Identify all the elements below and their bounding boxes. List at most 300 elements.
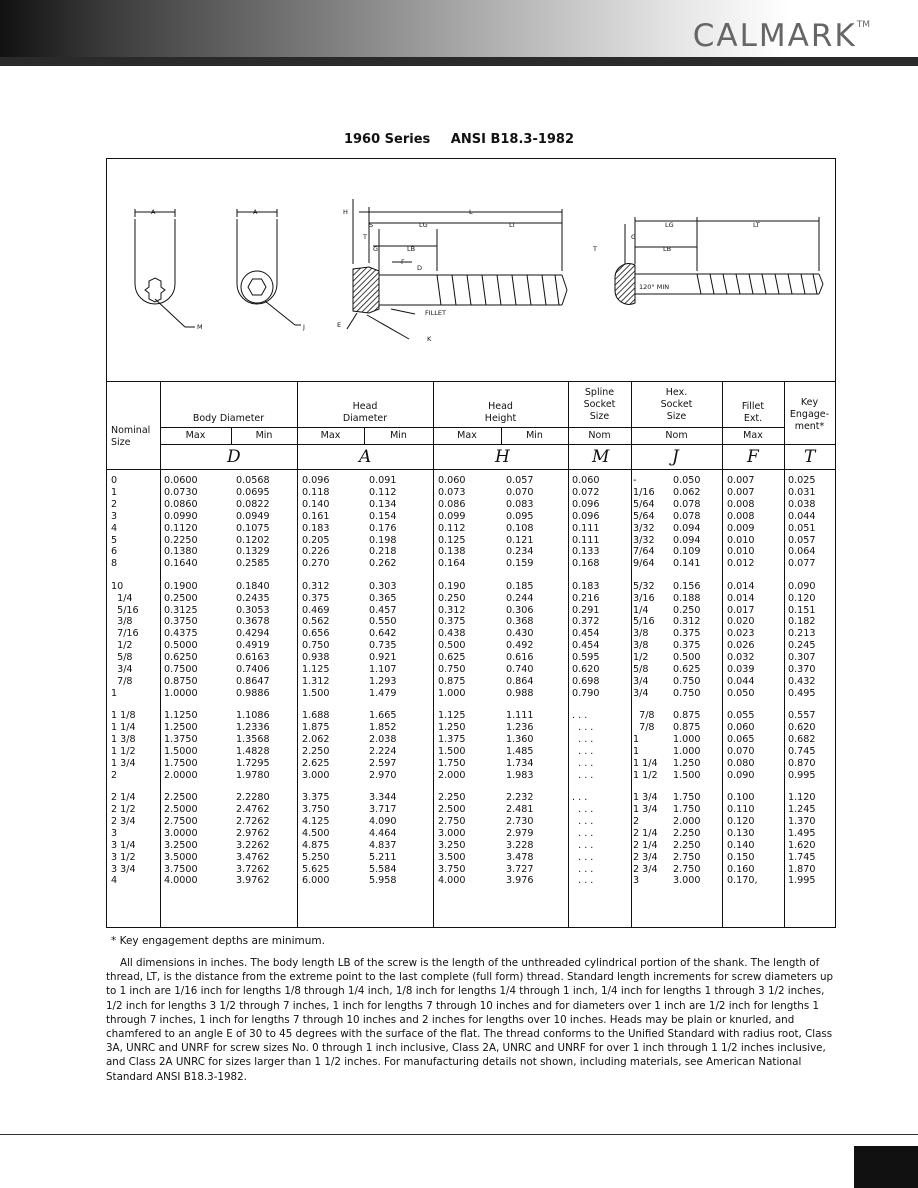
header-head-height: Head Height: [484, 401, 517, 424]
cell-hex-frac: 7/64: [633, 546, 655, 558]
cell-spline-nom: . . .: [572, 722, 594, 734]
cell-body-min: 2.2280: [236, 792, 270, 804]
cell-head-dia-max: 0.226: [302, 546, 330, 558]
cell-head-ht-max: 1.125: [438, 710, 466, 722]
cell-key-engagement: 0.031: [788, 486, 816, 498]
cell-hex-frac: 9/64: [633, 558, 655, 570]
cell-nominal-size: 6: [111, 546, 118, 558]
cell-hex-dec: 3.000: [673, 875, 701, 887]
sub-max: Max: [320, 430, 341, 441]
cell-spline-nom: 0.790: [572, 687, 600, 699]
label-g: G: [373, 245, 379, 253]
cell-fillet-max: 0.050: [727, 687, 755, 699]
cell-fillet-max: 0.120: [727, 815, 755, 827]
cell-spline-nom: . . .: [572, 745, 594, 757]
cell-hex-dec: 1.500: [673, 769, 701, 781]
cell-nominal-size: 2: [111, 498, 118, 510]
cell-fillet-max: 0.026: [727, 640, 755, 652]
label-g2: G: [631, 233, 637, 241]
cell-hex-frac: 1/16: [633, 486, 655, 498]
cell-key-engagement: 1.245: [788, 804, 816, 815]
cell-spline-nom: . . .: [572, 792, 588, 804]
screw-diagram: [107, 159, 835, 382]
label-f: F: [401, 258, 405, 266]
footnote: * Key engagement depths are minimum.: [111, 935, 325, 947]
cell-body-max: 0.2500: [164, 592, 198, 604]
cell-head-dia-min: 5.958: [369, 875, 397, 887]
cell-head-dia-min: 0.642: [369, 628, 397, 640]
cell-body-max: 1.5000: [164, 745, 198, 757]
cell-key-engagement: 1.745: [788, 851, 816, 863]
cell-hex-dec: 0.500: [673, 652, 701, 664]
cell-head-dia-max: 2.250: [302, 745, 330, 757]
cell-fillet-max: 0.008: [727, 510, 755, 522]
symbol-m: M: [592, 447, 610, 467]
cell-body-max: 2.7500: [164, 815, 198, 827]
cell-hex-frac: 1/4: [633, 604, 649, 616]
cell-fillet-max: 0.170,: [727, 875, 758, 887]
cell-head-dia-max: 2.062: [302, 734, 330, 745]
cell-head-ht-min: 1.485: [506, 745, 534, 757]
cell-head-dia-max: 0.938: [302, 652, 330, 664]
header-hex-socket: Hex. Socket Size: [660, 387, 693, 422]
cell-spline-nom: 0.454: [572, 628, 600, 640]
cell-hex-dec: 0.094: [673, 534, 701, 546]
cell-nominal-size: 1 1/2: [111, 745, 136, 757]
cell-head-dia-max: 1.688: [302, 710, 330, 722]
cell-hex-frac: 1 3/4: [633, 804, 658, 815]
cell-head-dia-min: 1.293: [369, 675, 397, 687]
label-lt2: LT: [753, 221, 760, 229]
cell-head-dia-max: 0.750: [302, 640, 330, 652]
cell-head-dia-max: 4.125: [302, 815, 330, 827]
cell-head-dia-min: 2.038: [369, 734, 397, 745]
cell-nominal-size: 7/16: [111, 628, 139, 640]
cell-body-min: 0.1075: [236, 522, 270, 534]
cell-head-ht-min: 2.481: [506, 804, 534, 815]
symbol-d: D: [227, 447, 241, 467]
cell-hex-frac: 3/32: [633, 522, 655, 534]
cell-body-min: 0.8647: [236, 675, 270, 687]
cell-head-ht-min: 3.228: [506, 839, 534, 851]
cell-hex-dec: 0.750: [673, 687, 701, 699]
cell-head-ht-max: 0.138: [438, 546, 466, 558]
cell-head-ht-max: 2.750: [438, 815, 466, 827]
cell-body-max: 0.1120: [164, 522, 198, 534]
cell-nominal-size: 1/2: [111, 640, 133, 652]
cell-hex-frac: 2 3/4: [633, 863, 658, 875]
cell-fillet-max: 0.039: [727, 664, 755, 675]
cell-fillet-max: 0.100: [727, 792, 755, 804]
cell-spline-nom: . . .: [572, 815, 594, 827]
cell-hex-frac: 2 1/4: [633, 827, 658, 839]
cell-key-engagement: 1.995: [788, 875, 816, 887]
cell-key-engagement: 0.038: [788, 498, 816, 510]
cell-hex-frac: 3/4: [633, 675, 649, 687]
cell-head-dia-max: 1.312: [302, 675, 330, 687]
cell-body-max: 1.3750: [164, 734, 198, 745]
cell-spline-nom: 0.454: [572, 640, 600, 652]
page-tab-block: [854, 1146, 918, 1188]
cell-head-ht-min: 0.070: [506, 486, 534, 498]
cell-fillet-max: 0.020: [727, 616, 755, 628]
cell-nominal-size: 5: [111, 534, 118, 546]
cell-body-max: 0.0990: [164, 510, 198, 522]
cell-hex-frac: 3/8: [633, 640, 649, 652]
cell-body-max: 0.3125: [164, 604, 198, 616]
cell-body-max: 3.5000: [164, 851, 198, 863]
cell-fillet-max: 0.017: [727, 604, 755, 616]
cell-hex-dec: 0.250: [673, 604, 701, 616]
cell-head-dia-min: 4.464: [369, 827, 397, 839]
cell-head-dia-min: 4.837: [369, 839, 397, 851]
cell-head-dia-min: 0.365: [369, 592, 397, 604]
label-s: S: [369, 221, 374, 229]
cell-spline-nom: . . .: [572, 804, 594, 815]
cell-spline-nom: 0.111: [572, 534, 600, 546]
cell-body-max: 0.7500: [164, 664, 198, 675]
cell-head-ht-min: 0.492: [506, 640, 534, 652]
cell-body-max: 3.0000: [164, 827, 198, 839]
cell-hex-dec: 0.062: [673, 486, 701, 498]
cell-nominal-size: 3 1/2: [111, 851, 136, 863]
cell-body-max: 1.7500: [164, 757, 198, 769]
cell-key-engagement: 0.151: [788, 604, 816, 616]
cell-body-min: 0.4919: [236, 640, 270, 652]
cell-head-ht-max: 3.500: [438, 851, 466, 863]
cell-body-max: 0.4375: [164, 628, 198, 640]
spec-table-frame: [106, 158, 836, 928]
cell-fillet-max: 0.150: [727, 851, 755, 863]
cell-body-min: 0.6163: [236, 652, 270, 664]
cell-head-ht-max: 3.750: [438, 863, 466, 875]
cell-head-dia-min: 1.852: [369, 722, 397, 734]
cell-head-ht-min: 2.730: [506, 815, 534, 827]
cell-key-engagement: 0.432: [788, 675, 816, 687]
cell-nominal-size: 1: [111, 486, 118, 498]
header-nominal-size: Nominal Size: [111, 425, 151, 448]
cell-body-max: 0.1380: [164, 546, 198, 558]
cell-fillet-max: 0.007: [727, 486, 755, 498]
cell-spline-nom: . . .: [572, 769, 594, 781]
cell-head-dia-max: 0.183: [302, 522, 330, 534]
cell-spline-nom: 0.183: [572, 580, 600, 592]
cell-spline-nom: 0.168: [572, 558, 600, 570]
cell-head-ht-max: 2.250: [438, 792, 466, 804]
cell-head-dia-min: 0.262: [369, 558, 397, 570]
cell-head-dia-max: 5.250: [302, 851, 330, 863]
cell-hex-dec: 0.375: [673, 640, 701, 652]
cell-hex-frac: 5/64: [633, 498, 655, 510]
cell-head-dia-max: 0.375: [302, 592, 330, 604]
cell-nominal-size: 7/8: [111, 675, 133, 687]
standard-title: ANSI B18.3-1982: [450, 132, 575, 147]
trademark-mark: TM: [856, 20, 870, 30]
cell-spline-nom: . . .: [572, 734, 594, 745]
cell-body-max: 0.2250: [164, 534, 198, 546]
cell-hex-frac: 1 3/4: [633, 792, 658, 804]
cell-fillet-max: 0.010: [727, 546, 755, 558]
cell-head-ht-max: 3.250: [438, 839, 466, 851]
cell-spline-nom: 0.133: [572, 546, 600, 558]
cell-spline-nom: 0.072: [572, 486, 600, 498]
cell-fillet-max: 0.140: [727, 839, 755, 851]
cell-head-dia-max: 0.205: [302, 534, 330, 546]
cell-fillet-max: 0.007: [727, 475, 755, 486]
cell-head-ht-max: 0.086: [438, 498, 466, 510]
cell-body-min: 1.9780: [236, 769, 270, 781]
cell-head-ht-min: 0.430: [506, 628, 534, 640]
cell-spline-nom: . . .: [572, 863, 594, 875]
grid-vline: [722, 381, 723, 927]
notes-block: [106, 956, 836, 1084]
sub-max: Max: [457, 430, 477, 441]
cell-hex-frac: -: [633, 475, 637, 486]
cell-key-engagement: 0.620: [788, 722, 816, 734]
cell-key-engagement: 0.745: [788, 745, 816, 757]
label-angle: 120° MIN: [639, 283, 670, 291]
label-lt: LT: [509, 221, 516, 229]
cell-spline-nom: 0.111: [572, 522, 600, 534]
grid-vline: [297, 381, 298, 927]
cell-spline-nom: 0.216: [572, 592, 600, 604]
cell-head-ht-max: 3.000: [438, 827, 466, 839]
cell-nominal-size: 4: [111, 875, 118, 887]
cell-fillet-max: 0.008: [727, 498, 755, 510]
header-head-diameter: Head Diameter: [342, 401, 388, 424]
cell-head-ht-min: 3.478: [506, 851, 534, 863]
cell-head-ht-max: 0.164: [438, 558, 466, 570]
label-e: E: [337, 321, 342, 329]
cell-nominal-size: 3/8: [111, 616, 133, 628]
cell-head-dia-min: 1.665: [369, 710, 397, 722]
cell-hex-dec: 0.375: [673, 628, 701, 640]
cell-head-ht-min: 0.740: [506, 664, 534, 675]
cell-head-ht-max: 0.625: [438, 652, 466, 664]
cell-head-dia-max: 0.312: [302, 580, 330, 592]
label-fillet: FILLET: [425, 309, 446, 317]
cell-hex-dec: 0.078: [673, 510, 701, 522]
cell-nominal-size: 1 3/8: [111, 734, 136, 745]
grid-hline: [160, 444, 835, 445]
cell-head-dia-max: 3.000: [302, 769, 330, 781]
grid-vline: [160, 381, 161, 927]
label-a1: A: [151, 208, 156, 216]
sub-min: Min: [526, 430, 543, 441]
cell-head-ht-min: 1.983: [506, 769, 534, 781]
cell-head-ht-min: 0.083: [506, 498, 534, 510]
cell-hex-frac: 3/32: [633, 534, 655, 546]
symbol-h: H: [495, 447, 510, 467]
cell-head-ht-max: 0.250: [438, 592, 466, 604]
label-l: L: [469, 208, 473, 216]
cell-body-min: 3.4762: [236, 851, 270, 863]
cell-key-engagement: 0.090: [788, 580, 816, 592]
cell-head-dia-min: 0.176: [369, 522, 397, 534]
cell-body-min: 3.9762: [236, 875, 270, 887]
cell-head-ht-max: 0.750: [438, 664, 466, 675]
cell-body-max: 0.0600: [164, 475, 198, 486]
cell-head-ht-min: 0.616: [506, 652, 534, 664]
cell-head-dia-min: 0.112: [369, 486, 397, 498]
cell-nominal-size: 2 1/4: [111, 792, 136, 804]
cell-body-max: 3.2500: [164, 839, 198, 851]
cell-nominal-size: 4: [111, 522, 118, 534]
series-title: 1960 Series: [343, 132, 431, 147]
cell-spline-nom: . . .: [572, 827, 594, 839]
cell-body-min: 0.2435: [236, 592, 270, 604]
cell-key-engagement: 0.557: [788, 710, 816, 722]
sub-max: Max: [185, 430, 206, 441]
cell-head-ht-min: 1.111: [506, 710, 534, 722]
cell-head-ht-max: 0.875: [438, 675, 466, 687]
symbol-a: A: [359, 447, 372, 467]
cell-body-max: 1.1250: [164, 710, 198, 722]
sub-min: Min: [390, 430, 407, 441]
cell-head-ht-max: 0.375: [438, 616, 466, 628]
cell-hex-frac: 7/8: [633, 722, 655, 734]
cell-fillet-max: 0.044: [727, 675, 755, 687]
cell-key-engagement: 0.495: [788, 687, 816, 699]
cell-head-dia-max: 3.750: [302, 804, 330, 815]
cell-head-ht-min: 0.108: [506, 522, 534, 534]
cell-body-min: 0.0822: [236, 498, 270, 510]
cell-nominal-size: 1 1/8: [111, 710, 136, 722]
cell-head-dia-min: 5.211: [369, 851, 397, 863]
cell-body-max: 1.2500: [164, 722, 198, 734]
symbol-t: T: [804, 447, 816, 467]
cell-spline-nom: 0.698: [572, 675, 600, 687]
label-k: K: [427, 335, 432, 343]
cell-head-dia-max: 0.270: [302, 558, 330, 570]
cell-body-max: 1.0000: [164, 687, 198, 699]
cell-head-dia-min: 0.198: [369, 534, 397, 546]
cell-hex-frac: 3: [633, 875, 640, 887]
cell-key-engagement: 0.682: [788, 734, 816, 745]
cell-head-ht-max: 0.060: [438, 475, 466, 486]
cell-body-min: 2.9762: [236, 827, 270, 839]
cell-hex-dec: 1.750: [673, 792, 701, 804]
cell-body-min: 0.1202: [236, 534, 270, 546]
cell-key-engagement: 0.051: [788, 522, 816, 534]
cell-spline-nom: 0.595: [572, 652, 600, 664]
brand-logo: [693, 18, 870, 54]
cell-nominal-size: 2 1/2: [111, 804, 136, 815]
cell-spline-nom: 0.620: [572, 664, 600, 675]
cell-body-min: 0.0949: [236, 510, 270, 522]
cell-body-min: 1.1086: [236, 710, 270, 722]
symbol-j: J: [672, 447, 679, 467]
cell-body-min: 0.7406: [236, 664, 270, 675]
cell-hex-frac: 5/8: [633, 664, 649, 675]
sub-min: Min: [255, 430, 273, 441]
cell-body-min: 3.7262: [236, 863, 270, 875]
cell-fillet-max: 0.014: [727, 580, 755, 592]
cell-hex-dec: 1.250: [673, 757, 701, 769]
cell-key-engagement: 0.057: [788, 534, 816, 546]
label-t: T: [363, 233, 367, 241]
cell-key-engagement: 0.870: [788, 757, 816, 769]
cell-body-max: 2.5000: [164, 804, 198, 815]
cell-nominal-size: 2 3/4: [111, 815, 136, 827]
sub-nom: Nom: [665, 430, 688, 441]
cell-hex-dec: 1.000: [673, 734, 701, 745]
cell-hex-frac: 1 1/4: [633, 757, 658, 769]
cell-body-max: 0.5000: [164, 640, 198, 652]
cell-head-dia-min: 2.970: [369, 769, 397, 781]
cell-head-ht-max: 0.073: [438, 486, 466, 498]
cell-nominal-size: 3: [111, 510, 118, 522]
footer-rule: [0, 1134, 918, 1135]
cell-nominal-size: 0: [111, 475, 118, 486]
cell-head-dia-max: 0.140: [302, 498, 330, 510]
cell-head-ht-min: 0.864: [506, 675, 534, 687]
cell-hex-dec: 0.078: [673, 498, 701, 510]
cell-head-dia-min: 0.134: [369, 498, 397, 510]
cell-hex-frac: 1: [633, 745, 640, 757]
cell-fillet-max: 0.065: [727, 734, 755, 745]
cell-head-ht-min: 0.185: [506, 580, 534, 592]
cell-head-dia-min: 2.224: [369, 745, 397, 757]
cell-key-engagement: 0.077: [788, 558, 816, 570]
grid-vline: [568, 381, 569, 927]
label-h: H: [343, 208, 348, 216]
cell-head-ht-max: 0.190: [438, 580, 466, 592]
cell-head-dia-min: 3.717: [369, 804, 397, 815]
cell-head-dia-min: 3.344: [369, 792, 397, 804]
cell-hex-dec: 0.050: [673, 475, 701, 486]
cell-hex-dec: 2.250: [673, 827, 701, 839]
cell-head-dia-max: 0.469: [302, 604, 330, 616]
cell-fillet-max: 0.014: [727, 592, 755, 604]
cell-spline-nom: . . .: [572, 875, 594, 887]
cell-fillet-max: 0.070: [727, 745, 755, 757]
cell-head-ht-max: 1.375: [438, 734, 466, 745]
cell-head-ht-min: 1.360: [506, 734, 534, 745]
cell-key-engagement: 0.995: [788, 769, 816, 781]
short-screw-view: [615, 217, 823, 304]
screw-side-view: [347, 199, 567, 339]
cell-head-dia-min: 0.303: [369, 580, 397, 592]
cell-head-dia-min: 1.479: [369, 687, 397, 699]
cell-spline-nom: . . .: [572, 710, 588, 722]
cell-head-ht-min: 2.979: [506, 827, 534, 839]
cell-nominal-size: 2: [111, 769, 118, 781]
cell-head-dia-min: 0.091: [369, 475, 397, 486]
cell-nominal-size: 1/4: [111, 592, 133, 604]
cell-body-min: 1.2336: [236, 722, 270, 734]
cell-head-ht-max: 0.438: [438, 628, 466, 640]
page-title: [0, 132, 918, 147]
cell-hex-frac: 5/32: [633, 580, 655, 592]
cell-head-dia-max: 1.125: [302, 664, 330, 675]
cell-head-ht-max: 0.312: [438, 604, 466, 616]
cell-fillet-max: 0.060: [727, 722, 755, 734]
cell-head-ht-min: 3.727: [506, 863, 534, 875]
cell-head-ht-min: 0.368: [506, 616, 534, 628]
cell-nominal-size: 3/4: [111, 664, 133, 675]
cell-fillet-max: 0.012: [727, 558, 755, 570]
cell-head-ht-min: 1.734: [506, 757, 534, 769]
cell-body-min: 1.3568: [236, 734, 270, 745]
cell-head-dia-min: 0.457: [369, 604, 397, 616]
cell-spline-nom: 0.060: [572, 475, 600, 486]
cell-hex-dec: 2.750: [673, 851, 701, 863]
cell-spline-nom: 0.372: [572, 616, 600, 628]
cell-hex-dec: 0.875: [673, 722, 701, 734]
label-lb2: LB: [663, 245, 672, 253]
cell-head-dia-max: 1.500: [302, 687, 330, 699]
